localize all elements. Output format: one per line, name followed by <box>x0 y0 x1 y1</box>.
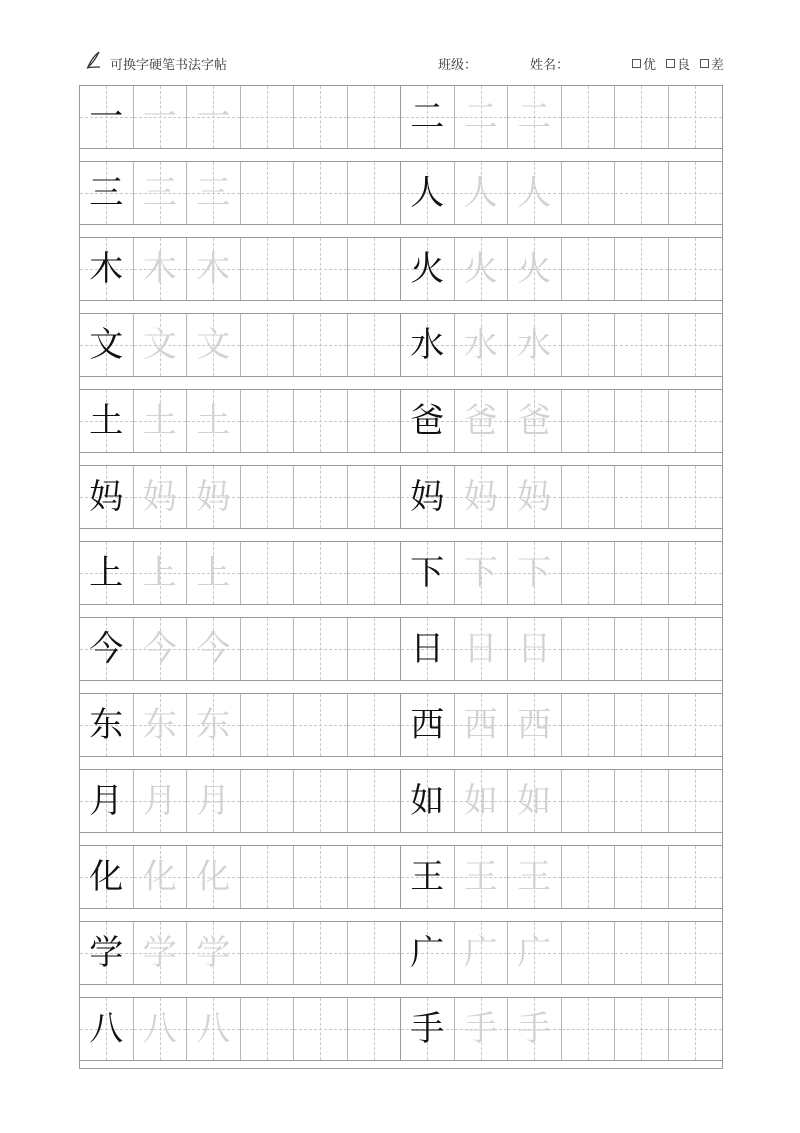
writing-cell[interactable] <box>615 770 669 832</box>
trace-character: 手 <box>517 1009 552 1049</box>
writing-cell[interactable] <box>241 238 295 300</box>
writing-cell[interactable] <box>562 162 616 224</box>
writing-cell[interactable] <box>80 694 134 756</box>
practice-row <box>80 542 722 605</box>
writing-cell[interactable] <box>401 314 455 376</box>
writing-cell[interactable] <box>348 162 402 224</box>
trace-character: 妈 <box>196 477 231 517</box>
practice-row <box>80 618 722 681</box>
model-character: 人 <box>410 173 445 213</box>
row-divider <box>80 301 722 314</box>
writing-cell[interactable] <box>241 618 295 680</box>
row-divider <box>80 909 722 922</box>
model-character: 三 <box>89 173 124 213</box>
writing-cell[interactable] <box>508 238 562 300</box>
writing-cell[interactable] <box>401 466 455 528</box>
trace-character: 火 <box>517 249 552 289</box>
writing-cell[interactable] <box>241 314 295 376</box>
writing-cell[interactable] <box>241 922 295 984</box>
writing-cell[interactable] <box>348 390 402 452</box>
trace-character: 化 <box>142 857 177 897</box>
model-character: 二 <box>410 97 445 137</box>
practice-row <box>80 770 722 833</box>
trace-character: 妈 <box>142 477 177 517</box>
writing-cell[interactable] <box>401 238 455 300</box>
row-divider <box>80 605 722 618</box>
trace-character: 爸 <box>517 401 552 441</box>
writing-cell[interactable] <box>80 998 134 1060</box>
row-divider <box>80 377 722 390</box>
trace-character: 广 <box>517 933 552 973</box>
writing-cell[interactable] <box>615 618 669 680</box>
writing-cell[interactable] <box>562 846 616 908</box>
writing-cell[interactable] <box>348 618 402 680</box>
practice-row <box>80 998 722 1061</box>
rating-good[interactable] <box>666 54 690 73</box>
writing-cell[interactable] <box>348 238 402 300</box>
writing-cell[interactable] <box>348 542 402 604</box>
trace-character: 土 <box>196 401 231 441</box>
writing-cell[interactable] <box>294 466 348 528</box>
writing-cell[interactable] <box>187 390 241 452</box>
writing-cell[interactable] <box>134 694 188 756</box>
writing-cell[interactable] <box>615 390 669 452</box>
model-character: 一 <box>89 97 124 137</box>
row-divider <box>80 681 722 694</box>
writing-cell[interactable] <box>294 694 348 756</box>
writing-cell[interactable] <box>401 162 455 224</box>
writing-cell[interactable] <box>241 998 295 1060</box>
model-character: 广 <box>410 933 445 973</box>
writing-cell[interactable] <box>80 922 134 984</box>
trace-character: 上 <box>142 553 177 593</box>
trace-character: 手 <box>463 1009 498 1049</box>
writing-cell[interactable] <box>562 998 616 1060</box>
writing-cell[interactable] <box>241 162 295 224</box>
writing-cell[interactable] <box>348 314 402 376</box>
practice-row <box>80 162 722 225</box>
writing-cell[interactable] <box>669 86 723 148</box>
writing-cell[interactable] <box>187 618 241 680</box>
writing-cell[interactable] <box>562 542 616 604</box>
writing-cell[interactable] <box>294 922 348 984</box>
trace-character: 学 <box>142 933 177 973</box>
checkbox-icon[interactable] <box>666 59 675 68</box>
model-character: 爸 <box>410 401 445 441</box>
writing-cell[interactable] <box>615 998 669 1060</box>
model-character: 学 <box>89 933 124 973</box>
writing-cell[interactable] <box>294 86 348 148</box>
writing-cell[interactable] <box>80 238 134 300</box>
writing-cell[interactable] <box>615 542 669 604</box>
trace-character: 广 <box>463 933 498 973</box>
writing-cell[interactable] <box>80 390 134 452</box>
trace-character: 东 <box>142 705 177 745</box>
writing-cell[interactable] <box>562 618 616 680</box>
writing-cell[interactable] <box>80 846 134 908</box>
writing-cell[interactable] <box>294 846 348 908</box>
trace-character: 王 <box>517 857 552 897</box>
model-character: 上 <box>89 553 124 593</box>
writing-cell[interactable] <box>187 466 241 528</box>
model-character: 西 <box>410 705 445 745</box>
trace-character: 王 <box>463 857 498 897</box>
writing-cell[interactable] <box>294 998 348 1060</box>
trace-character: 土 <box>142 401 177 441</box>
writing-cell[interactable] <box>508 542 562 604</box>
trace-character: 妈 <box>463 477 498 517</box>
writing-cell[interactable] <box>241 542 295 604</box>
row-divider <box>80 225 722 238</box>
writing-cell[interactable] <box>401 998 455 1060</box>
writing-cell[interactable] <box>187 770 241 832</box>
rating-options <box>632 54 724 73</box>
writing-cell[interactable] <box>455 694 509 756</box>
rating-label: 差 <box>711 58 725 73</box>
model-character: 如 <box>410 781 445 821</box>
writing-cell[interactable] <box>401 618 455 680</box>
writing-cell[interactable] <box>508 162 562 224</box>
trace-character: 木 <box>196 249 231 289</box>
writing-cell[interactable] <box>134 238 188 300</box>
writing-cell[interactable] <box>187 998 241 1060</box>
writing-cell[interactable] <box>134 390 188 452</box>
writing-cell[interactable] <box>80 770 134 832</box>
writing-cell[interactable] <box>669 694 723 756</box>
trace-character: 月 <box>196 781 231 821</box>
trace-character: 二 <box>517 97 552 137</box>
writing-cell[interactable] <box>80 162 134 224</box>
writing-cell[interactable] <box>241 86 295 148</box>
trace-character: 如 <box>463 781 498 821</box>
writing-cell[interactable] <box>615 466 669 528</box>
writing-cell[interactable] <box>294 390 348 452</box>
trace-character: 下 <box>463 553 498 593</box>
trace-character: 三 <box>196 173 231 213</box>
writing-cell[interactable] <box>401 694 455 756</box>
writing-cell[interactable] <box>187 314 241 376</box>
writing-cell[interactable] <box>348 86 402 148</box>
writing-cell[interactable] <box>508 390 562 452</box>
writing-cell[interactable] <box>401 922 455 984</box>
class-label: 班级： <box>438 58 478 73</box>
writing-cell[interactable] <box>455 846 509 908</box>
trace-character: 西 <box>463 705 498 745</box>
worksheet-title: 可换字硬笔书法字帖 <box>110 58 228 73</box>
trace-character: 日 <box>463 629 498 669</box>
pen-nib-icon <box>84 50 104 70</box>
writing-cell[interactable] <box>669 998 723 1060</box>
row-divider <box>80 529 722 542</box>
writing-cell[interactable] <box>562 314 616 376</box>
practice-row <box>80 86 722 149</box>
model-character: 下 <box>410 553 445 593</box>
writing-cell[interactable] <box>455 770 509 832</box>
model-character: 木 <box>89 249 124 289</box>
practice-row <box>80 694 722 757</box>
practice-row <box>80 846 722 909</box>
model-character: 土 <box>89 401 124 441</box>
writing-cell[interactable] <box>669 770 723 832</box>
trace-character: 一 <box>142 97 177 137</box>
writing-cell[interactable] <box>294 238 348 300</box>
writing-cell[interactable] <box>508 618 562 680</box>
checkbox-icon[interactable] <box>700 59 709 68</box>
writing-cell[interactable] <box>187 846 241 908</box>
writing-cell[interactable] <box>615 238 669 300</box>
writing-cell[interactable] <box>455 542 509 604</box>
writing-cell[interactable] <box>80 86 134 148</box>
writing-cell[interactable] <box>455 922 509 984</box>
trace-character: 水 <box>463 325 498 365</box>
trace-character: 上 <box>196 553 231 593</box>
writing-cell[interactable] <box>508 998 562 1060</box>
writing-cell[interactable] <box>562 238 616 300</box>
writing-cell[interactable] <box>669 314 723 376</box>
writing-cell[interactable] <box>562 770 616 832</box>
rating-poor[interactable] <box>700 54 724 73</box>
writing-cell[interactable] <box>348 770 402 832</box>
trace-character: 二 <box>463 97 498 137</box>
writing-cell[interactable] <box>348 846 402 908</box>
practice-row <box>80 314 722 377</box>
writing-cell[interactable] <box>669 922 723 984</box>
writing-cell[interactable] <box>187 922 241 984</box>
writing-cell[interactable] <box>455 238 509 300</box>
rating-label: 优 <box>643 58 657 73</box>
writing-cell[interactable] <box>615 314 669 376</box>
writing-cell[interactable] <box>669 238 723 300</box>
writing-cell[interactable] <box>348 694 402 756</box>
writing-cell[interactable] <box>669 466 723 528</box>
writing-cell[interactable] <box>455 86 509 148</box>
model-character: 火 <box>410 249 445 289</box>
writing-cell[interactable] <box>455 314 509 376</box>
writing-cell[interactable] <box>615 162 669 224</box>
writing-cell[interactable] <box>134 86 188 148</box>
trace-character: 木 <box>142 249 177 289</box>
writing-cell[interactable] <box>508 466 562 528</box>
writing-cell[interactable] <box>241 770 295 832</box>
model-character: 月 <box>89 781 124 821</box>
writing-cell[interactable] <box>401 390 455 452</box>
writing-cell[interactable] <box>80 618 134 680</box>
writing-cell[interactable] <box>401 846 455 908</box>
practice-row <box>80 922 722 985</box>
writing-cell[interactable] <box>455 998 509 1060</box>
writing-cell[interactable] <box>294 770 348 832</box>
model-character: 化 <box>89 857 124 897</box>
trace-character: 一 <box>196 97 231 137</box>
trace-character: 化 <box>196 857 231 897</box>
writing-cell[interactable] <box>401 770 455 832</box>
writing-cell[interactable] <box>401 86 455 148</box>
writing-cell[interactable] <box>187 162 241 224</box>
writing-cell[interactable] <box>294 314 348 376</box>
writing-cell[interactable] <box>455 390 509 452</box>
writing-cell[interactable] <box>669 390 723 452</box>
writing-cell[interactable] <box>134 466 188 528</box>
trace-character: 三 <box>142 173 177 213</box>
writing-cell[interactable] <box>187 238 241 300</box>
trace-character: 八 <box>196 1009 231 1049</box>
model-character: 王 <box>410 857 445 897</box>
row-divider <box>80 985 722 998</box>
writing-cell[interactable] <box>241 390 295 452</box>
trace-character: 今 <box>196 629 231 669</box>
writing-cell[interactable] <box>562 922 616 984</box>
writing-cell[interactable] <box>455 466 509 528</box>
model-character: 今 <box>89 629 124 669</box>
trace-character: 人 <box>517 173 552 213</box>
writing-cell[interactable] <box>134 998 188 1060</box>
writing-cell[interactable] <box>669 542 723 604</box>
row-divider <box>80 149 722 162</box>
trace-character: 文 <box>196 325 231 365</box>
trace-character: 学 <box>196 933 231 973</box>
trace-character: 下 <box>517 553 552 593</box>
model-character: 日 <box>410 629 445 669</box>
writing-cell[interactable] <box>455 162 509 224</box>
writing-cell[interactable] <box>562 390 616 452</box>
writing-cell[interactable] <box>294 542 348 604</box>
writing-cell[interactable] <box>508 314 562 376</box>
model-character: 妈 <box>410 477 445 517</box>
model-character: 东 <box>89 705 124 745</box>
writing-cell[interactable] <box>669 162 723 224</box>
writing-cell[interactable] <box>294 162 348 224</box>
writing-cell[interactable] <box>508 86 562 148</box>
writing-cell[interactable] <box>401 542 455 604</box>
model-character: 妈 <box>89 477 124 517</box>
writing-cell[interactable] <box>241 846 295 908</box>
writing-cell[interactable] <box>187 86 241 148</box>
writing-cell[interactable] <box>508 922 562 984</box>
writing-cell[interactable] <box>134 162 188 224</box>
trace-character: 日 <box>517 629 552 669</box>
writing-cell[interactable] <box>80 542 134 604</box>
writing-cell[interactable] <box>187 542 241 604</box>
checkbox-icon[interactable] <box>632 59 641 68</box>
writing-cell[interactable] <box>134 618 188 680</box>
writing-cell[interactable] <box>562 694 616 756</box>
model-character: 八 <box>89 1009 124 1049</box>
writing-cell[interactable] <box>134 846 188 908</box>
practice-row <box>80 390 722 453</box>
writing-cell[interactable] <box>562 466 616 528</box>
writing-cell[interactable] <box>669 618 723 680</box>
writing-cell[interactable] <box>615 846 669 908</box>
trace-character: 水 <box>517 325 552 365</box>
writing-cell[interactable] <box>348 466 402 528</box>
row-divider <box>80 453 722 466</box>
trace-character: 东 <box>196 705 231 745</box>
writing-cell[interactable] <box>294 618 348 680</box>
row-divider <box>80 757 722 770</box>
trace-character: 妈 <box>517 477 552 517</box>
writing-cell[interactable] <box>562 86 616 148</box>
trace-character: 八 <box>142 1009 177 1049</box>
writing-cell[interactable] <box>615 86 669 148</box>
writing-cell[interactable] <box>187 694 241 756</box>
practice-grid <box>79 85 723 1069</box>
practice-row <box>80 238 722 301</box>
model-character: 水 <box>410 325 445 365</box>
writing-cell[interactable] <box>134 314 188 376</box>
trace-character: 文 <box>142 325 177 365</box>
writing-cell[interactable] <box>80 466 134 528</box>
writing-cell[interactable] <box>508 846 562 908</box>
trace-character: 西 <box>517 705 552 745</box>
row-divider <box>80 833 722 846</box>
rating-excellent[interactable] <box>632 54 656 73</box>
writing-cell[interactable] <box>80 314 134 376</box>
writing-cell[interactable] <box>241 694 295 756</box>
trace-character: 爸 <box>463 401 498 441</box>
writing-cell[interactable] <box>134 922 188 984</box>
writing-cell[interactable] <box>455 618 509 680</box>
writing-cell[interactable] <box>508 770 562 832</box>
trace-character: 火 <box>463 249 498 289</box>
writing-cell[interactable] <box>134 542 188 604</box>
name-label: 姓名： <box>530 58 570 73</box>
rating-label: 良 <box>677 58 691 73</box>
trace-character: 月 <box>142 781 177 821</box>
trace-character: 今 <box>142 629 177 669</box>
trace-character: 人 <box>463 173 498 213</box>
worksheet-header <box>0 0 800 80</box>
trace-character: 如 <box>517 781 552 821</box>
model-character: 手 <box>410 1009 445 1049</box>
model-character: 文 <box>89 325 124 365</box>
writing-cell[interactable] <box>508 694 562 756</box>
writing-cell[interactable] <box>348 922 402 984</box>
writing-cell[interactable] <box>615 694 669 756</box>
writing-cell[interactable] <box>241 466 295 528</box>
practice-row <box>80 466 722 529</box>
writing-cell[interactable] <box>615 922 669 984</box>
writing-cell[interactable] <box>669 846 723 908</box>
writing-cell[interactable] <box>348 998 402 1060</box>
writing-cell[interactable] <box>134 770 188 832</box>
